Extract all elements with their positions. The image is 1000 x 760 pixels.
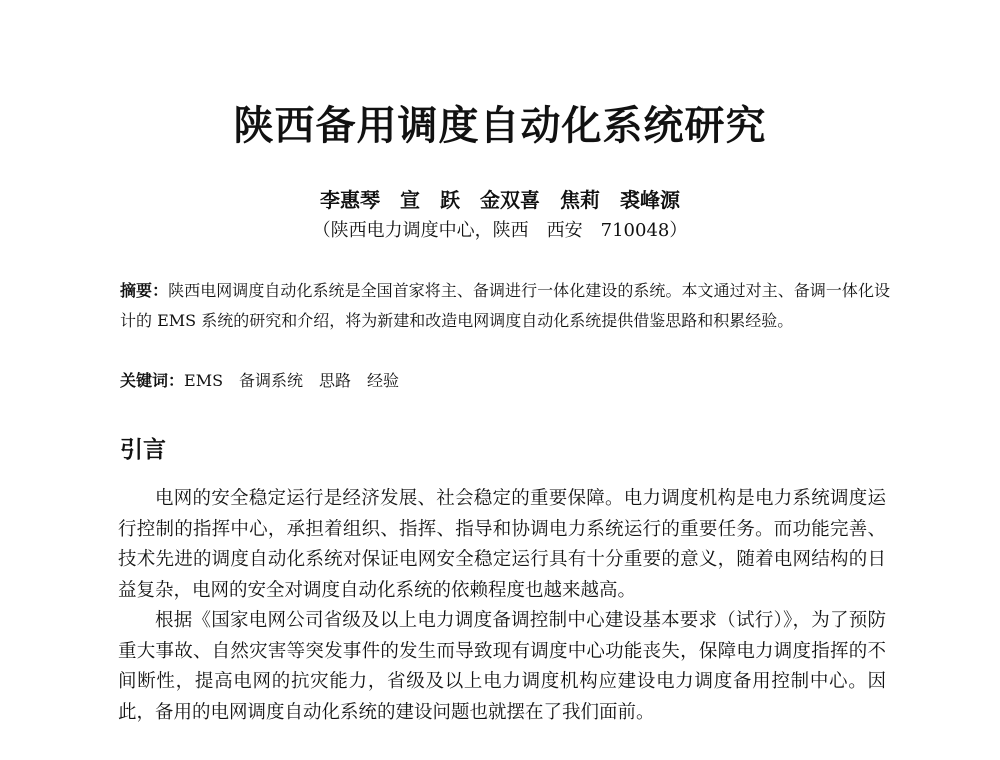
keywords-label: 关键词： <box>120 371 185 390</box>
introduction-body <box>118 484 886 728</box>
author-list: 李惠琴 宣 跃 金双喜 焦莉 裘峰源 <box>320 188 680 212</box>
abstract-text: 陕西电网调度自动化系统是全国首家将主、备调进行一体化建设的系统。本文通过对主、备调一体化设计的 EMS 系统的研究和介绍，将为新建和改造电网调度自动化系统提供借鉴思路和积累经验。 <box>120 281 890 330</box>
abstract <box>120 276 890 336</box>
abstract-label: 摘要： <box>120 281 169 300</box>
body-paragraph: 根据《国家电网公司省级及以上电力调度备调控制中心建设基本要求（试行）》，为了预防重大事故、自然灾害等突发事件的发生而导致现有调度中心功能丧失，保障电力调度指挥的不间断性，提高电网的抗灾能力，省级及以上电力调度机构应建设电力调度备用控制中心。因此，备用的电网调度自动化系统的建设问题也就摆在了我们面前。 <box>118 610 886 723</box>
section-heading-introduction: 引言 <box>120 437 166 463</box>
keywords-text: EMS 备调系统 思路 经验 <box>184 371 400 390</box>
body-paragraph: 电网的安全稳定运行是经济发展、社会稳定的重要保障。电力调度机构是电力系统调度运行控制的指挥中心，承担着组织、指挥、指导和协调电力系统运行的重要任务。而功能完善、技术先进的调度自动化系统对保证电网安全稳定运行具有十分重要的意义，随着电网结构的日益复杂，电网的安全对调度自动化系统的依赖程度也越来越高。 <box>118 488 886 601</box>
paper-title: 陕西备用调度自动化系统研究 <box>233 103 767 149</box>
keywords <box>120 366 890 396</box>
author-affiliation: （陕西电力调度中心，陕西 西安 710048） <box>312 220 688 241</box>
